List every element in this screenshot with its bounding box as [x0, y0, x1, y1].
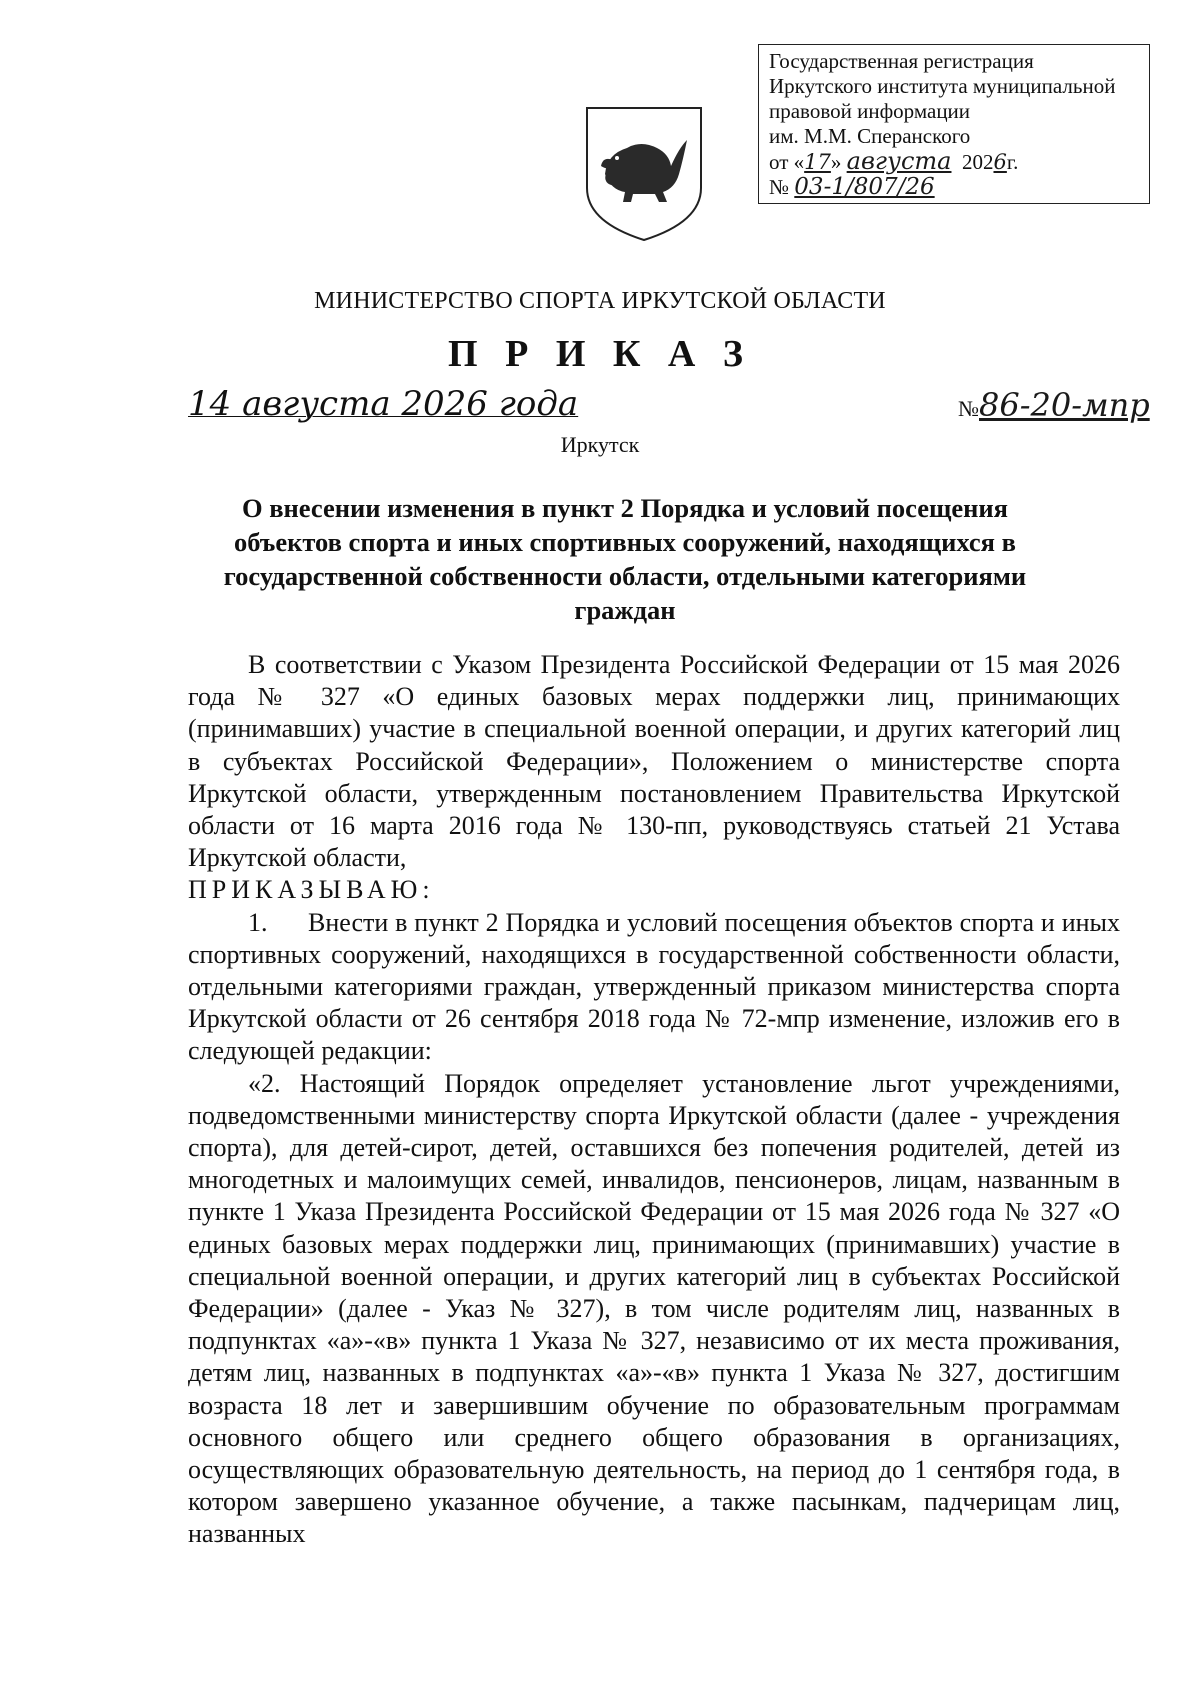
stamp-year-handwritten: 6	[993, 150, 1007, 174]
order-word: ПРИКАЗЫВАЮ:	[188, 875, 435, 905]
stamp-from-mid: »	[830, 150, 842, 174]
order-number	[958, 386, 1150, 424]
registration-stamp	[758, 44, 1150, 204]
stamp-line-2: Иркутского института муниципальной	[769, 74, 1116, 98]
stamp-number-handwritten: 03-1/807/26	[794, 174, 935, 200]
order-number-handwritten: 86-20-мпр	[979, 386, 1150, 424]
stamp-date-line	[769, 149, 1139, 175]
stamp-line-3: правовой информации	[769, 99, 971, 123]
order-number-prefix: №	[958, 396, 979, 421]
document-title: О внесении изменения в пункт 2 Порядка и условий посещения объектов спорта и иных спортивных сооружений, находящихся в государственной собственности области, отдельными категориями граждан	[223, 493, 1027, 625]
stamp-no-prefix: №	[769, 175, 790, 199]
item-1-number: 1.	[248, 907, 268, 937]
coat-of-arms-icon	[583, 104, 705, 244]
stamp-line-1: Государственная регистрация	[769, 49, 1034, 73]
stamp-year-suffix: г.	[1006, 150, 1019, 174]
preamble-paragraph: В соответствии с Указом Президента Российской Федерации от 15 мая 2026 года № 327 «О единых базовых мерах поддержки лиц, принимающих (принимавших) участие в специальной военной операции, и других категорий лиц в субъектах Российской Федерации», Положением о министерстве спорта Иркутской области, утвержденным постановлением Правительства Иркутской области от 16 марта 2016 года № 130-пп, руководствуясь статьей 21 Устава Иркутской области,	[188, 650, 1120, 873]
document-type: П Р И К А З	[448, 333, 752, 375]
item-1	[188, 907, 1120, 1068]
stamp-from-prefix: от «	[769, 150, 805, 174]
quoted-paragraph: «2. Настоящий Порядок определяет установление льгот учреждениями, подведомственными министерству спорта Иркутской области (далее - учреждения спорта), для детей-сирот, детей, оставшихся без попечения родителей, детей из многодетных и малоимущих семей, инвалидов, пенсионеров, лицам, названным в пункте 1 Указа Президента Российской Федерации от 15 мая 2026 года № 327 «О единых базовых мерах поддержки лиц, принимающих (принимавших) участие в специальной военной операции, и других категорий лиц в субъектах Российской Федерации» (далее - Указ № 327), в том числе родителям лиц, названных в подпунктах «а»-«в» пункта 1 Указа № 327, независимо от их места проживания, детям лиц, названных в подпунктах «а»-«в» пункта 1 Указа № 327, достигшим возраста 18 лет и завершившим обучение по образовательным программам основного общего или среднего общего образования в организациях, осуществляющих образовательную деятельность, на период до 1 сентября года, в котором завершено указанное обучение, а также пасынкам, падчерицам лиц, названных	[188, 1068, 1120, 1549]
ministry-name: МИНИСТЕРСТВО СПОРТА ИРКУТСКОЙ ОБЛАСТИ	[314, 288, 886, 314]
stamp-day-handwritten: 17	[804, 150, 831, 174]
stamp-number-line	[769, 175, 1139, 200]
stamp-line-4: им. М.М. Сперанского	[769, 124, 971, 148]
stamp-year-printed: 202	[961, 150, 994, 174]
city: Иркутск	[560, 432, 640, 457]
item-1-text: Внести в пункт 2 Порядка и условий посещения объектов спорта и иных спортивных сооружений, находящихся в государственной собственности области, отдельными категориями граждан, утвержденный приказом министерства спорта Иркутской области от 26 сентября 2018 года № 72-мпр изменение, изложив его в следующей редакции:	[188, 907, 1120, 1066]
document-body	[188, 649, 1120, 1551]
order-date-handwritten: 14 августа 2026 года	[188, 384, 579, 424]
stamp-month-handwritten: августа	[846, 147, 952, 175]
